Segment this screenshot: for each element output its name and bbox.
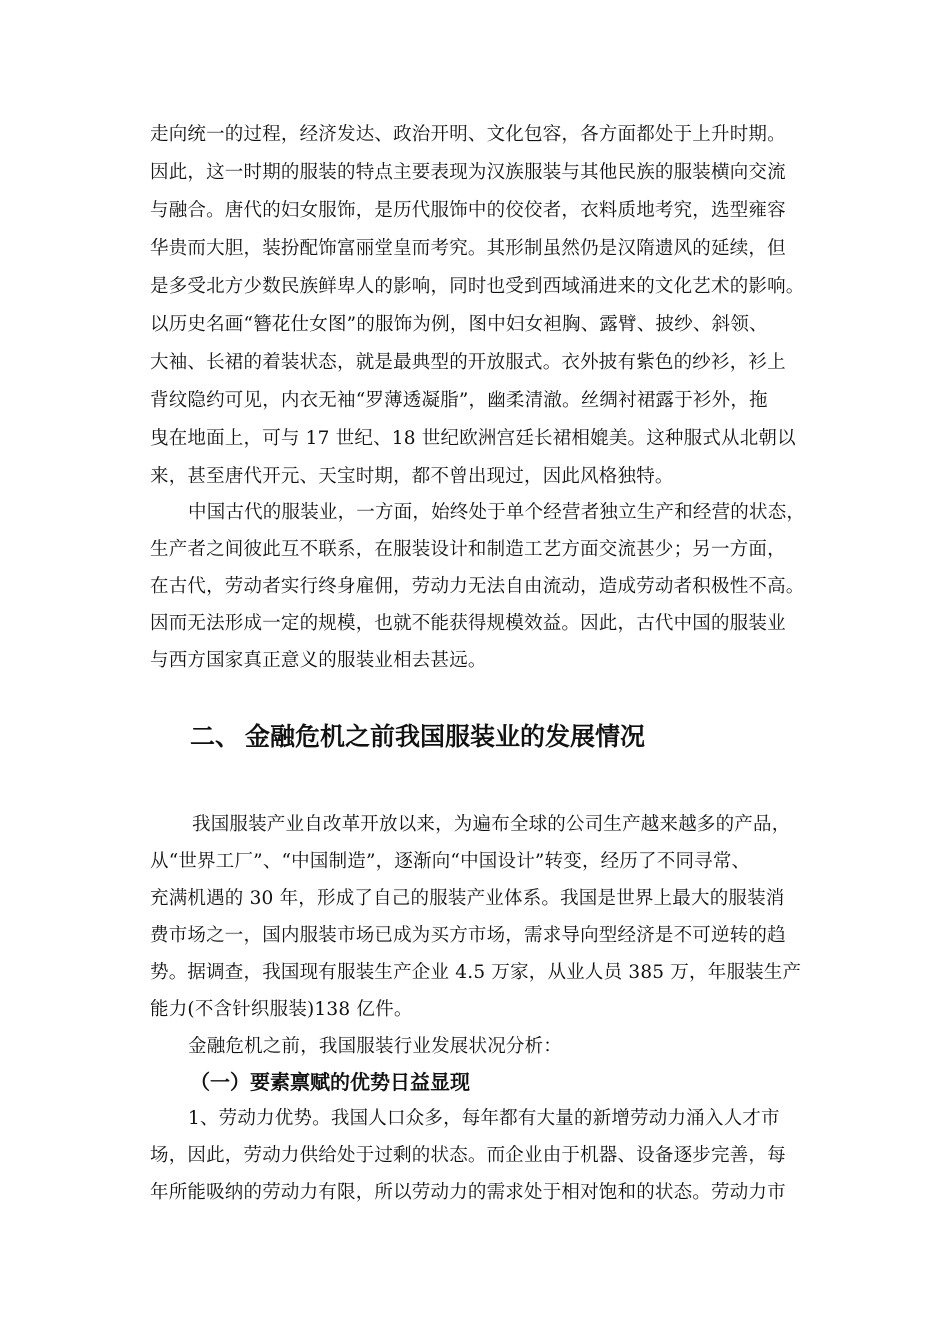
- paragraph-2-line: 因而无法形成一定的规模，也就不能获得规模效益。因此，古代中国的服装业: [150, 613, 786, 634]
- section-number: 二、: [190, 722, 241, 751]
- paragraph-1-line: 大袖、长裙的着装状态，就是最典型的开放服式。衣外披有紫色的纱衫，衫上: [150, 352, 786, 373]
- paragraph-2-line: 中国古代的服装业，一方面，始终处于单个经营者独立生产和经营的状态，: [188, 502, 806, 523]
- paragraph-1-line: 因此，这一时期的服装的特点主要表现为汉族服装与其他民族的服装横向交流: [150, 162, 786, 183]
- paragraph-2-line: 在古代，劳动者实行终身雇佣，劳动力无法自由流动，造成劳动者积极性不高。: [150, 576, 805, 597]
- paragraph-1-line: 走向统一的过程，经济发达、政治开明、文化包容，各方面都处于上升时期。: [150, 124, 786, 145]
- subsection-heading: （一）要素禀赋的优势日益显现: [190, 1070, 470, 1094]
- paragraph-5-line: 年所能吸纳的劳动力有限，所以劳动力的需求处于相对饱和的状态。劳动力市: [150, 1182, 786, 1203]
- paragraph-1-line: 以历史名画“簪花仕女图”的服饰为例，图中妇女袒胸、露臂、披纱、斜领、: [150, 314, 768, 335]
- section-heading: [190, 720, 645, 754]
- paragraph-3-line: 能力(不含针织服装)138 亿件。: [150, 999, 413, 1020]
- paragraph-2-line: 生产者之间彼此互不联系，在服装设计和制造工艺方面交流甚少；另一方面，: [150, 539, 786, 560]
- paragraph-3-line: 势。据调查，我国现有服装生产企业 4.5 万家，从业人员 385 万，年服装生产: [150, 962, 802, 983]
- paragraph-5-line: 场，因此，劳动力供给处于过剩的状态。而企业由于机器、设备逐步完善，每: [150, 1145, 786, 1166]
- paragraph-1-line: 与融合。唐代的妇女服饰，是历代服饰中的佼佼者，衣料质地考究，选型雍容: [150, 200, 786, 221]
- section-title: 金融危机之前我国服装业的发展情况: [245, 722, 646, 751]
- paragraph-2-line: 与西方国家真正意义的服装业相去甚远。: [150, 650, 487, 671]
- paragraph-3-line: 费市场之一，国内服装市场已成为买方市场，需求导向型经济是不可逆转的趋: [150, 925, 786, 946]
- paragraph-5-line: 1、劳动力优势。我国人口众多，每年都有大量的新增劳动力涌入人才市: [188, 1108, 780, 1129]
- paragraph-1-line: 华贵而大胆，装扮配饰富丽堂皇而考究。其形制虽然仍是汉隋遗风的延续，但: [150, 238, 786, 259]
- paragraph-1-line: 来，甚至唐代开元、天宝时期，都不曾出现过，因此风格独特。: [150, 466, 674, 487]
- paragraph-4: 金融危机之前，我国服装行业发展状况分析：: [188, 1036, 563, 1057]
- paragraph-3-line: 充满机遇的 30 年，形成了自己的服装产业体系。我国是世界上最大的服装消: [150, 888, 785, 909]
- paragraph-1-line: 背纹隐约可见，内衣无袖“罗薄透凝脂”，幽柔清澈。丝绸衬裙露于衫外，拖: [150, 390, 768, 411]
- paragraph-3-line: 我国服装产业自改革开放以来，为遍布全球的公司生产越来越多的产品，: [192, 814, 791, 835]
- paragraph-3-line: 从“世界工厂”、“中国制造”，逐渐向“中国设计”转变，经历了不同寻常、: [150, 851, 751, 872]
- paragraph-1-line: 是多受北方少数民族鲜卑人的影响，同时也受到西域涌进来的文化艺术的影响。: [150, 276, 805, 297]
- paragraph-1-line: 曳在地面上，可与 17 世纪、18 世纪欧洲宫廷长裙相媲美。这种服式从北朝以: [150, 428, 796, 449]
